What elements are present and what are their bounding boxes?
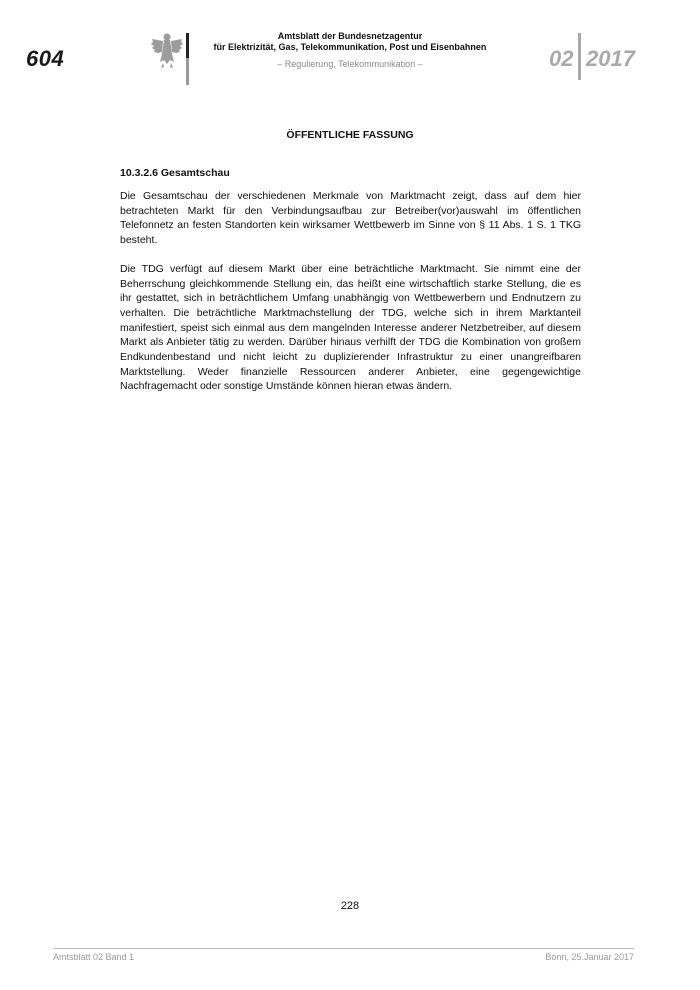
footer-divider: [53, 948, 634, 949]
federal-eagle-icon: [150, 30, 184, 70]
document-body: [120, 166, 581, 408]
header-divider-shade: [186, 58, 189, 85]
section-heading: 10.3.2.6 Gesamtschau: [120, 167, 230, 179]
journal-title-line-1: Amtsblatt der Bundesnetzagentur: [277, 31, 423, 41]
journal-title-line-2: für Elektrizität, Gas, Telekommunikation, Post und Eisenbahnen: [213, 42, 487, 52]
footer-volume: Amtsblatt 02 Band 1: [53, 952, 135, 962]
paragraph: Die TDG verfügt auf diesem Markt über eine beträchtliche Marktmacht. Sie nimmt eine der Beherrschung gleichkommende Stellung ein, das heißt eine wirtschaftlich starke Stellung, die es ihr gestattet, sich in beträchtlichem Umfang unabhängig von Wettbewerbern und Endnutzern zu verhalten. Die beträchtliche Marktmachstellung der TDG, welche sich in ihrem Marktanteil manifestiert, speist sich einmal aus dem mangelnden Interesse anderer Netzbetreiber, auf diesem Markt als Anbieter tätig zu werden. Darüber hinaus verhilft der TDG die Kombination von großem Endkundenbestand und nicht leicht zu duplizierender Infrastruktur zu einer unangreifbaren Marktstellung. Weder finanzielle Ressourcen anderer Anbieter, eine gegengewichtige Nachfragemacht oder sonstige Umstände können hieran etwas ändern.: [120, 262, 581, 393]
journal-title: [200, 31, 500, 53]
issue-year: 2017: [586, 46, 635, 71]
paragraph: Die Gesamtschau der verschiedenen Merkmale von Marktmacht zeigt, dass auf dem hier betrachteten Markt für den Verbindungsaufbau zur Betreiber(vor)auswahl im öffentlichen Telefonnetz an festen Standorten kein wirksamer Wettbewerb im Sinne von § 11 Abs. 1 S. 1 TKG besteht.: [120, 190, 581, 247]
issue-number: 02: [549, 46, 574, 71]
issue-divider: [578, 33, 581, 80]
internal-page-number: 228: [340, 900, 360, 912]
journal-subtitle: – Regulierung, Telekommunikation –: [277, 59, 423, 69]
page-number: 604: [26, 46, 65, 71]
classification-label: ÖFFENTLICHE FASSUNG: [286, 129, 414, 141]
footer-date: Bonn, 25.Januar 2017: [545, 952, 634, 962]
